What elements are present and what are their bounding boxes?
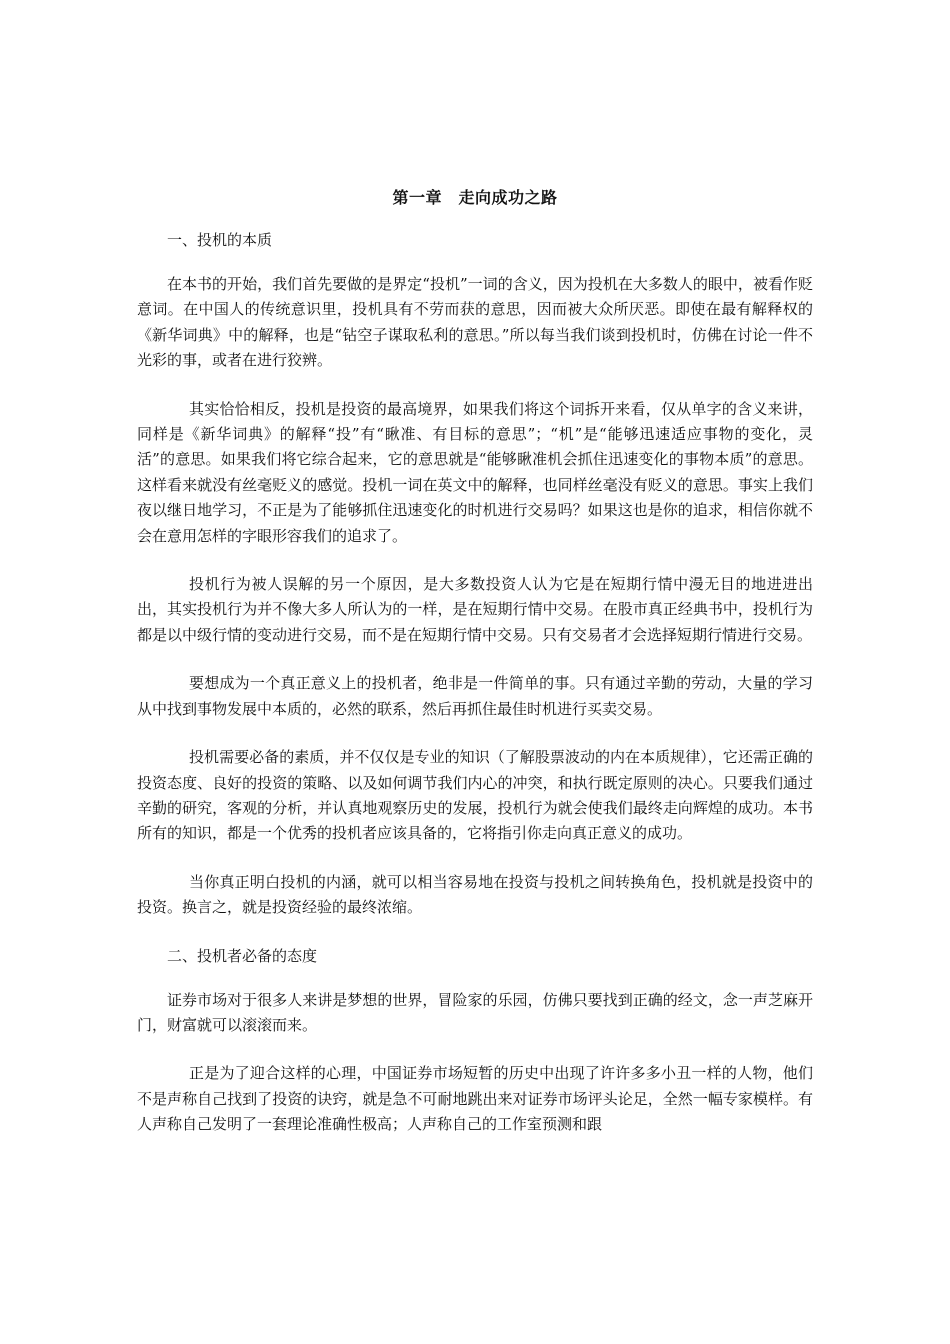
- paragraph: 正是为了迎合这样的心理，中国证券市场短暂的历史中出现了许许多多小丑一样的人物，他们不是声称自己找到了投资的诀窍，就是急不可耐地跳出来对证券市场评头论足，全然一幅专家模样。有人声称自己发明了一套理论准确性极高；人声称自己的工作室预测和跟: [137, 1064, 813, 1134]
- section-1: [137, 228, 813, 921]
- section-2: [137, 944, 813, 1138]
- paragraph: 当你真正明白投机的内涵，就可以相当容易地在投资与投机之间转换角色，投机就是投资中的投资。换言之，就是投资经验的最终浓缩。: [137, 872, 813, 917]
- section-heading: 二、投机者必备的态度: [167, 946, 318, 965]
- paragraph: 证券市场对于很多人来讲是梦想的世界，冒险家的乐园，仿佛只要找到正确的经文，念一声芝麻开门，财富就可以滚滚而来。: [137, 990, 813, 1034]
- chapter-title: 第一章 走向成功之路: [392, 188, 558, 207]
- paragraph: 投机需要必备的素质，并不仅仅是专业的知识（了解股票波动的内在本质规律），它还需正确的投资态度、良好的投资的策略、以及如何调节我们内心的冲突，和执行既定原则的决心。只要我们通过辛勤的研究，客观的分析，并认真地观察历史的发展，投机行为就会使我们最终走向辉煌的成功。本书所有的知识，都是一个优秀的投机者应该具备的，它将指引你走向真正意义的成功。: [137, 748, 813, 843]
- paragraph: 其实恰恰相反，投机是投资的最高境界，如果我们将这个词拆开来看，仅从单字的含义来讲，同样是《新华词典》的解释“投”有“瞅准、有目标的意思”；“机”是“能够迅速适应事物的变化，灵活”的意思。如果我们将它综合起来，它的意思就是“能够瞅准机会抓住迅速变化的事物本质”的意思。这样看来就没有丝毫贬义的感觉。投机一词在英文中的解释，也同样丝毫没有贬义的意思。事实上我们夜以继日地学习，不正是为了能够抓住迅速变化的时机进行交易吗？如果这也是你的追求，相信你就不会在意用怎样的字眼形容我们的追求了。: [137, 399, 813, 545]
- paragraph: 要想成为一个真正意义上的投机者，绝非是一件简单的事。只有通过辛勤的劳动，大量的学习从中找到事物发展中本质的，必然的联系，然后再抓住最佳时机进行买卖交易。: [137, 674, 813, 718]
- document-page: [137, 186, 813, 1138]
- section-heading: 一、投机的本质: [167, 231, 273, 249]
- paragraph: 在本书的开始，我们首先要做的是界定“投机”一词的含义，因为投机在大多数人的眼中，被看作贬意词。在中国人的传统意识里，投机具有不劳而获的意思，因而被大众所厌恶。即使在最有解释权的《新华词典》中的解释，也是“钻空子谋取私利的意思。”所以每当我们谈到投机时，仿佛在讨论一件不光彩的事，或者在进行狡辨。: [137, 275, 813, 370]
- paragraph: 投机行为被人误解的另一个原因，是大多数投资人认为它是在短期行情中漫无目的地进进出出，其实投机行为并不像大多人所认为的一样，是在短期行情中交易。在股市真正经典书中，投机行为都是以中级行情的变动进行交易，而不是在短期行情中交易。只有交易者才会选择短期行情进行交易。: [137, 575, 813, 644]
